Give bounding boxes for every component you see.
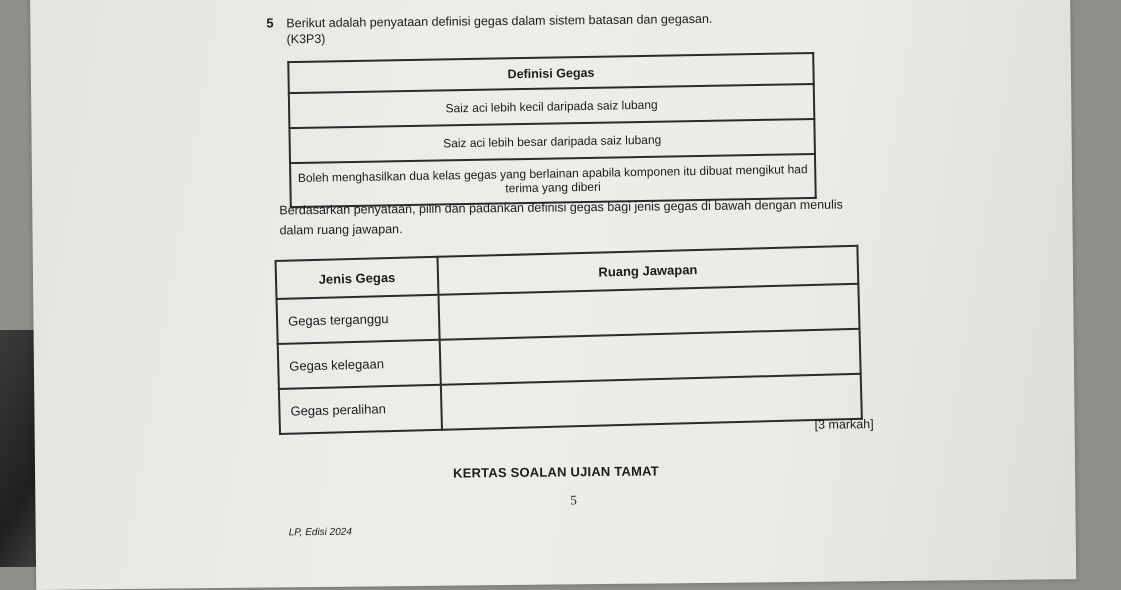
answer-table	[275, 245, 863, 435]
question-number: 5	[266, 15, 274, 31]
page-number: 5	[570, 492, 577, 508]
answer-table-header-type: Jenis Gegas	[276, 257, 439, 299]
definition-table	[287, 52, 816, 208]
definition-row: Saiz aci lebih besar daripada saiz lubang	[289, 119, 815, 163]
fit-type-label: Gegas kelegaan	[278, 340, 441, 389]
end-of-paper-text: KERTAS SOALAN UJIAN TAMAT	[453, 463, 659, 481]
answer-space[interactable]	[441, 374, 862, 430]
question-statement: Berikut adalah penyataan definisi gegas dalam sistem batasan dan gegasan.	[286, 11, 713, 31]
definition-table-header: Definisi Gegas	[288, 53, 813, 93]
question-text	[286, 9, 846, 47]
definition-row: Boleh menghasilkan dua kelas gegas yang berlainan apabila komponen itu dibuat mengikut had terima yang diberi	[290, 154, 816, 207]
answer-table-header-answer: Ruang Jawapan	[437, 246, 858, 295]
definition-row: Saiz aci lebih kecil daripada saiz lubang	[289, 84, 815, 128]
question-code: (K3P3)	[286, 31, 326, 47]
exam-paper	[30, 0, 1076, 590]
fit-type-label: Gegas peralihan	[279, 385, 442, 434]
marks-label: [3 markah]	[814, 417, 874, 432]
footer-edition: LP, Edisi 2024	[288, 526, 352, 539]
fit-type-label: Gegas terganggu	[277, 295, 440, 344]
instruction-text: Berdasarkan penyataan, pilih dan padankan definisi gegas bagi jenis gegas di bawah dengan menulis dalam ruang jawapan.	[279, 197, 843, 238]
